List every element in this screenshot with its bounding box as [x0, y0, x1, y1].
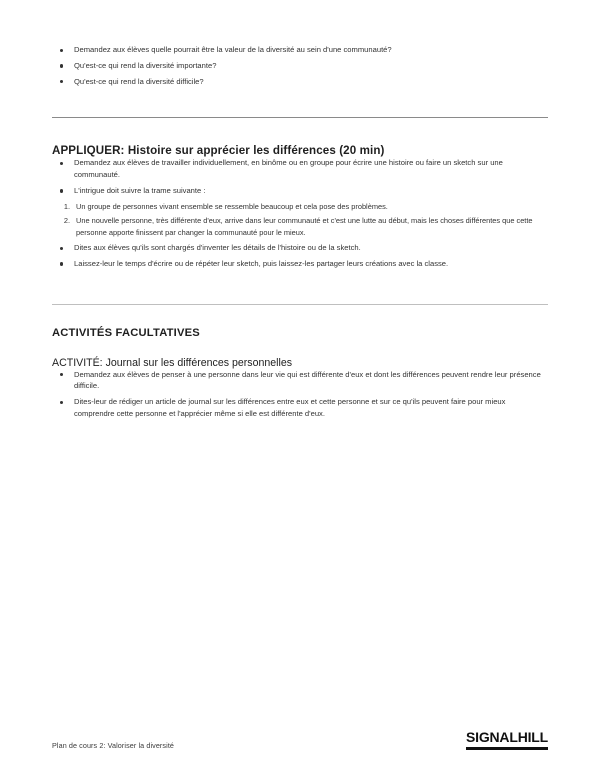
- list-item: Demandez aux élèves de penser à une personne dans leur vie qui est différente d'eux et dont les différences peuvent rendre leur présence difficile.: [52, 369, 548, 393]
- list-item: Qu'est-ce qui rend la diversité importante?: [52, 60, 548, 72]
- page-footer: [52, 730, 548, 750]
- numbered-item-marker: 1.: [63, 201, 70, 211]
- list-item: Qu'est-ce qui rend la diversité difficile?: [52, 76, 548, 88]
- numbered-item-text: Un groupe de personnes vivant ensemble se ressemble beaucoup et cela pose des problèmes.: [76, 201, 388, 211]
- section-divider-bottom: [52, 304, 548, 305]
- apply-section-heading: APPLIQUER: Histoire sur apprécier les différences (20 min): [52, 144, 385, 158]
- list-item: Demandez aux élèves de travailler individuellement, en binôme ou en groupe pour écrire une histoire ou faire un sketch sur une communauté.: [52, 157, 548, 181]
- optional-section-heading: ACTIVITÉS FACULTATIVES: [52, 326, 200, 339]
- footer-lesson-title: Plan de cours 2: Valoriser la diversité: [52, 741, 175, 750]
- list-item: Laissez-leur le temps d'écrire ou de répéter leur sketch, puis laissez-les partager leurs créations avec la classe.: [52, 258, 548, 270]
- numbered-item-marker: 2.: [63, 216, 70, 226]
- section-divider-top: [52, 117, 548, 118]
- activity-heading: ACTIVITÉ: Journal sur les différences personnelles: [52, 356, 293, 369]
- list-item: Demandez aux élèves quelle pourrait être la valeur de la diversité au sein d'une communauté?: [52, 44, 548, 56]
- list-item: Dites-leur de rédiger un article de journal sur les différences entre eux et cette personne et sur ce qu'ils peuvent faire pour mieux comprendre cette personne et l'apprécier même si elle est différente d'eux.: [52, 396, 548, 420]
- numbered-item-text: Une nouvelle personne, très différente d'eux, arrive dans leur communauté et c'est une lutte au début, mais les choses différentes que cette personne apporte finissent par changer la communauté pour le mieux.: [76, 216, 533, 237]
- apply-section-list-after: [52, 242, 548, 270]
- brand-underline: [466, 747, 548, 750]
- numbered-item: [52, 215, 548, 238]
- top-questions-list: [52, 44, 548, 87]
- list-item: Dites aux élèves qu'ils sont chargés d'inventer les détails de l'histoire ou de la sketch.: [52, 242, 548, 254]
- numbered-item: [52, 201, 548, 212]
- brand-name: SIGNALHILL: [466, 729, 548, 745]
- brand-logo: [466, 730, 548, 750]
- apply-section-list: [52, 157, 548, 196]
- apply-section-numbered-list: [52, 201, 548, 238]
- activity-list: [52, 369, 548, 420]
- list-item: L'intrigue doit suivre la trame suivante :: [52, 185, 548, 197]
